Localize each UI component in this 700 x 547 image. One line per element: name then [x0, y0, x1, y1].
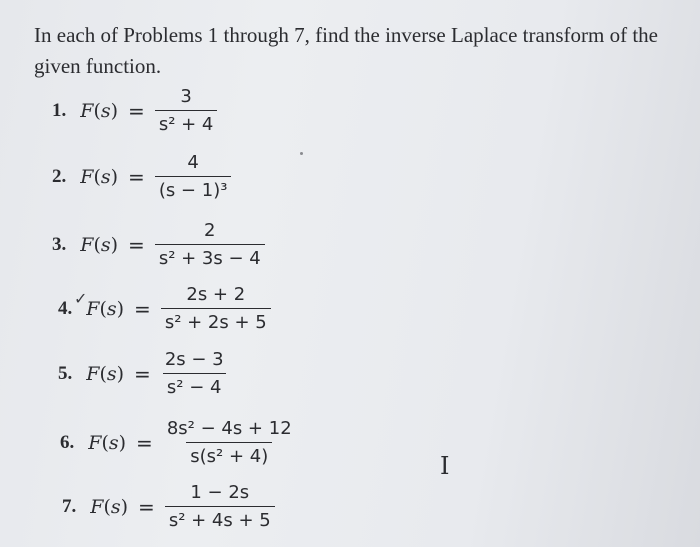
numerator: 4 — [187, 152, 199, 173]
problem-number: 7. — [62, 495, 77, 517]
equals-sign: = — [138, 494, 155, 519]
problem-2 — [52, 152, 231, 201]
fraction — [155, 220, 265, 269]
numerator: 2s + 2 — [186, 284, 246, 305]
numerator: 8s² − 4s + 12 — [166, 418, 292, 439]
function-lhs: F(s) — [80, 233, 119, 256]
problem-number: 2. — [52, 165, 67, 187]
problem-number: 5. — [58, 362, 73, 384]
numerator: 3 — [180, 86, 192, 107]
function-lhs: F(s) — [86, 362, 125, 385]
problem-number: 1. — [52, 99, 67, 121]
function-lhs: F(s) — [80, 99, 119, 122]
problem-6 — [60, 418, 296, 467]
problem-number: 4. — [58, 297, 73, 319]
equals-sign: = — [128, 232, 145, 257]
equals-sign: = — [134, 296, 151, 321]
text-cursor-icon: I — [440, 452, 450, 480]
function-lhs: F(s) — [90, 495, 129, 518]
fraction — [161, 349, 228, 398]
function-lhs: F(s) — [86, 297, 125, 320]
problem-1 — [52, 86, 217, 135]
problem-number: 3. — [52, 233, 67, 255]
equals-sign: = — [134, 361, 151, 386]
speck-mark — [300, 152, 303, 155]
pen-check-mark: ✓ — [74, 289, 88, 308]
fraction — [155, 152, 232, 201]
equals-sign: = — [136, 430, 153, 455]
equals-sign: = — [128, 164, 145, 189]
denominator: s² + 3s − 4 — [155, 244, 265, 269]
equals-sign: = — [128, 98, 145, 123]
problem-instructions: In each of Problems 1 through 7, find the inverse Laplace transform of the given function. — [34, 23, 658, 78]
denominator: s(s² + 4) — [186, 442, 272, 467]
problem-number: 6. — [60, 431, 75, 453]
problem-3 — [52, 220, 265, 269]
denominator: s² + 4 — [155, 110, 218, 135]
fraction — [155, 86, 218, 135]
problem-7 — [62, 482, 275, 531]
function-lhs: F(s) — [88, 431, 127, 454]
denominator: s² + 2s + 5 — [161, 308, 271, 333]
numerator: 2 — [204, 220, 216, 241]
problem-4 — [58, 284, 271, 333]
function-lhs: F(s) — [80, 165, 119, 188]
numerator: 1 − 2s — [190, 482, 250, 503]
denominator: s² + 4s + 5 — [165, 506, 275, 531]
fraction — [161, 284, 271, 333]
denominator: (s − 1)³ — [155, 176, 232, 201]
fraction — [163, 418, 296, 467]
fraction — [165, 482, 275, 531]
numerator: 2s − 3 — [164, 349, 224, 370]
denominator: s² − 4 — [163, 373, 226, 398]
problem-5 — [58, 349, 228, 398]
